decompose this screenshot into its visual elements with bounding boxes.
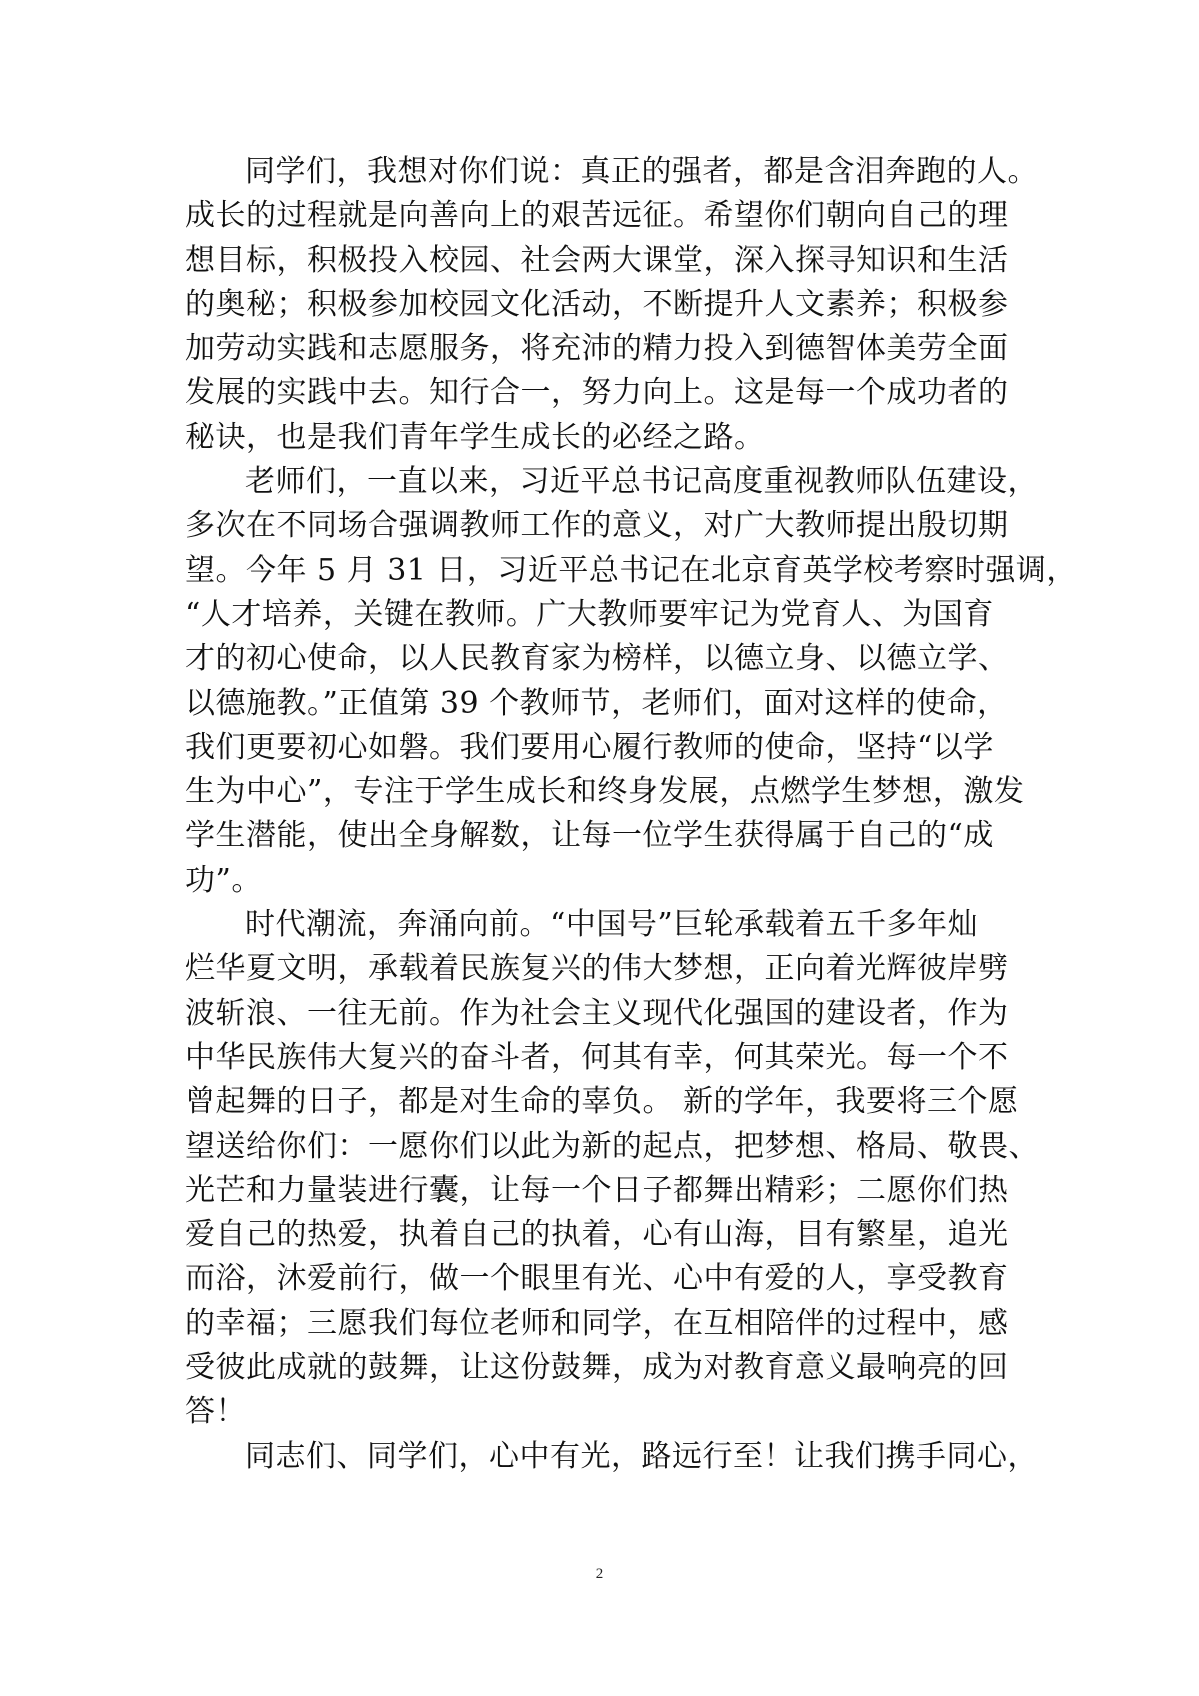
text-line: 时代潮流，奔涌向前。“中国号”巨轮承载着五千多年灿 [245,907,979,943]
text-line: 老师们，一直以来，习近平总书记高度重视教师队伍建设， [245,464,1038,500]
text-line: 答！ [185,1394,246,1430]
text-line: 加劳动实践和志愿服务，将充沛的精力投入到德智体美劳全面 [185,331,1009,367]
text-line: 生为中心”，专注于学生成长和终身发展，点燃学生梦想，激发 [185,774,1025,810]
text-line: 烂华夏文明，承载着民族复兴的伟大梦想，正向着光辉彼岸劈 [185,951,1009,987]
page-number: 2 [595,1566,604,1582]
text-line: 的幸福；三愿我们每位老师和同学，在互相陪伴的过程中，感 [185,1305,1009,1341]
text-line: 中华民族伟大复兴的奋斗者，何其有幸，何其荣光。每一个不 [185,1039,1009,1075]
text-line: 的奥秘；积极参加校园文化活动，不断提升人文素养；积极参 [185,286,1009,322]
text-line: 才的初心使命，以人民教育家为榜样，以德立身、以德立学、 [185,641,1009,677]
text-line: 望送给你们：一愿你们以此为新的起点，把梦想、格局、敬畏、 [185,1128,1039,1164]
text-line: 受彼此成就的鼓舞，让这份鼓舞，成为对教育意义最响亮的回 [185,1350,1009,1386]
text-line: 同学们，我想对你们说：真正的强者，都是含泪奔跑的人。 [245,154,1038,189]
text-line: 而浴，沐爱前行，做一个眼里有光、心中有爱的人，享受教育 [185,1261,1009,1297]
document-body [185,150,1077,1479]
text-line: 学生潜能，使出全身解数，让每一位学生获得属于自己的“成 [185,818,994,854]
text-line: 秘诀，也是我们青年学生成长的必经之路。 [185,419,765,455]
text-line: 多次在不同场合强调教师工作的意义，对广大教师提出殷切期 [185,508,1009,544]
text-line: 波斩浪、一往无前。作为社会主义现代化强国的建设者，作为 [185,995,1009,1031]
text-line: “人才培养，关键在教师。广大教师要牢记为党育人、为国育 [185,596,994,632]
text-line: 发展的实践中去。知行合一，努力向上。这是每一个成功者的 [185,375,1009,411]
text-line: 成长的过程就是向善向上的艰苦远征。希望你们朝向自己的理 [185,198,1009,234]
text-line: 我们更要初心如磐。我们要用心履行教师的使命，坚持“以学 [185,729,994,765]
text-line: 以德施教。”正值第 39 个教师节，老师们，面对这样的使命， [185,685,1008,721]
text-line: 爱自己的热爱，执着自己的执着，心有山海，目有繁星，追光 [185,1217,1009,1253]
text-line: 同志们、同学们，心中有光，路远行至！让我们携手同心， [245,1438,1038,1474]
text-line: 想目标，积极投入校园、社会两大课堂，深入探寻知识和生活 [185,242,1009,278]
text-line: 曾起舞的日子，都是对生命的辜负。 新的学年，我要将三个愿 [185,1084,1019,1120]
text-line: 功”。 [185,862,262,898]
text-line: 望。今年 5 月 31 日，习近平总书记在北京育英学校考察时强调， [185,552,1077,588]
text-line: 光芒和力量装进行囊，让每一个日子都舞出精彩；二愿你们热 [185,1172,1009,1208]
